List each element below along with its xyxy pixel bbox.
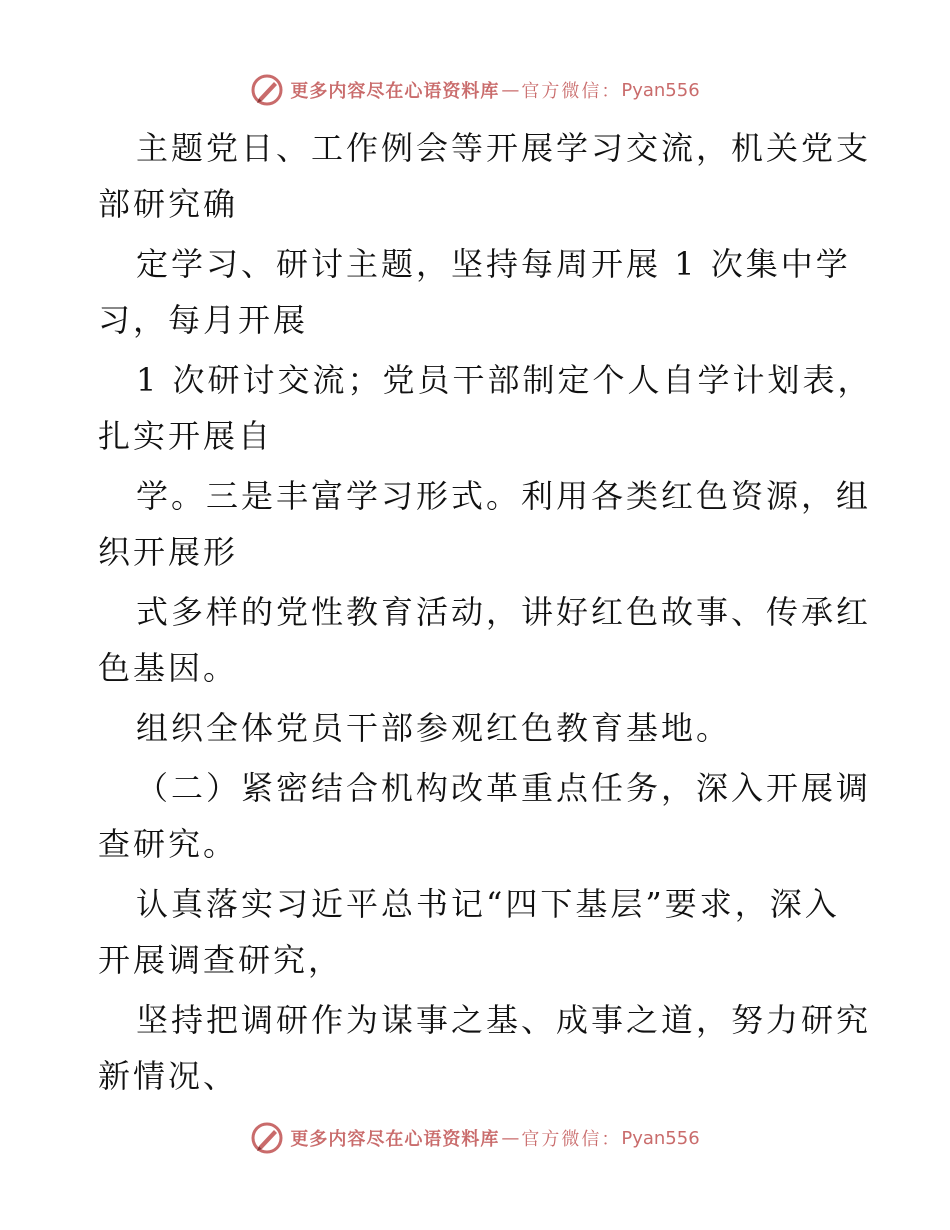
header-watermark: [0, 70, 950, 110]
watermark-label: 官方微信：: [521, 1129, 622, 1150]
text-line: 坚持把调研作为谋事之基、成事之道，努力研究: [136, 1001, 872, 1039]
text-line: 习，每月开展: [98, 301, 309, 339]
text-line: 织开展形: [98, 533, 239, 571]
text-line: 部研究确: [98, 185, 239, 223]
text-line: 组织全体党员干部参观红色教育基地。: [136, 709, 732, 747]
text-line: 色基因。: [98, 649, 239, 687]
text-line: 定学习、研讨主题，坚持每周开展 1 次集中学: [136, 245, 851, 283]
pen-logo-icon: [250, 1121, 284, 1155]
text-line: 查研究。: [98, 825, 239, 863]
pen-logo-icon: [250, 73, 284, 107]
text-line: （二）紧密结合机构改革重点任务，深入开展调: [136, 769, 872, 807]
watermark-id: Pyan556: [621, 79, 700, 101]
text-line: 开展调查研究，: [98, 941, 344, 979]
text-line: 新情况、: [98, 1057, 239, 1095]
watermark-dash: —: [501, 79, 520, 101]
watermark-title: 更多内容尽在心语资料库: [290, 1129, 500, 1150]
text-line: 主题党日、工作例会等开展学习交流，机关党支: [136, 129, 872, 167]
watermark-title: 更多内容尽在心语资料库: [290, 81, 500, 102]
text-line: 扎实开展自: [98, 417, 274, 455]
watermark-label: 官方微信：: [521, 81, 622, 102]
text-line: 1 次研讨交流；党员干部制定个人自学计划表，: [136, 361, 873, 399]
text-line: 式多样的党性教育活动，讲好红色故事、传承红: [136, 593, 872, 631]
text-line: 认真落实习近平总书记“四下基层”要求，深入: [136, 885, 840, 923]
footer-watermark: [0, 1118, 950, 1158]
document-body: [98, 120, 873, 1104]
text-line: 学。三是丰富学习形式。利用各类红色资源，组: [136, 477, 872, 515]
watermark-dash: —: [501, 1127, 520, 1149]
watermark-id: Pyan556: [621, 1127, 700, 1149]
